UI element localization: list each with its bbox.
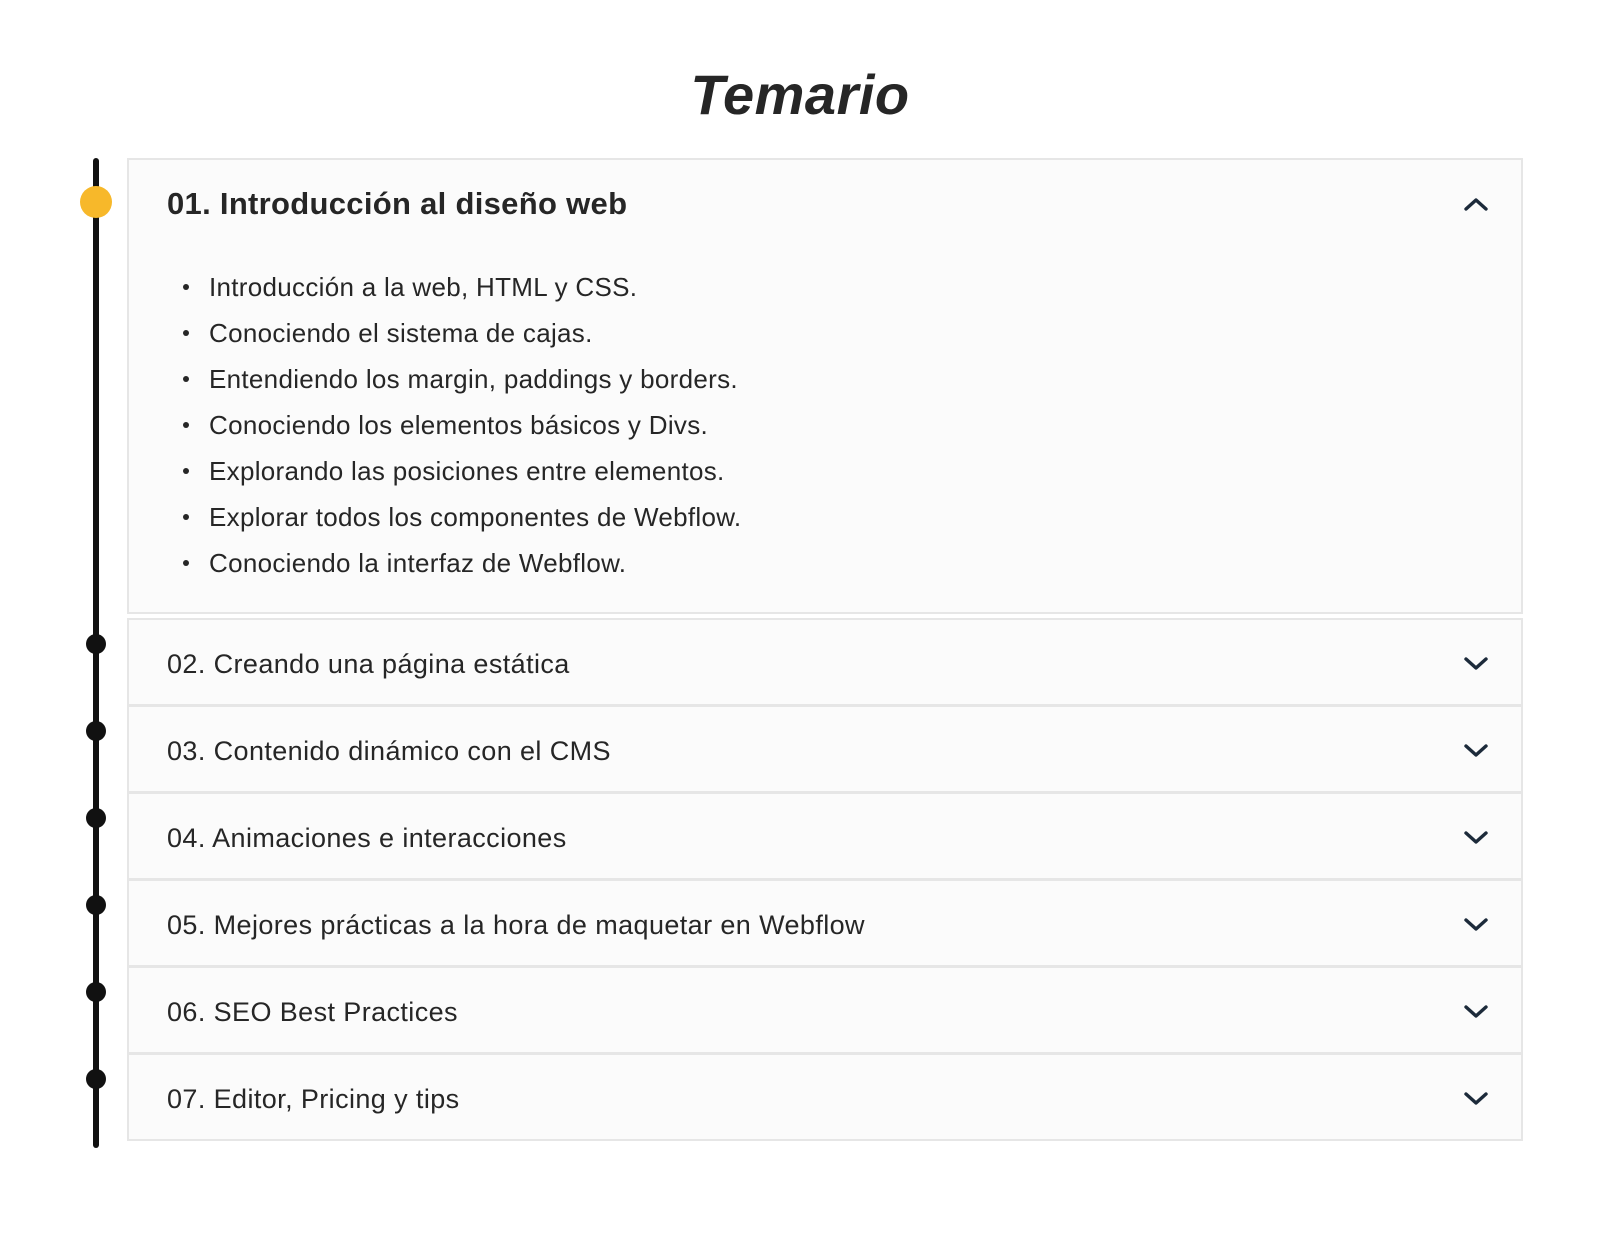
chevron-down-icon[interactable] [1461, 736, 1491, 766]
module-02-header[interactable] [167, 620, 1491, 708]
chevron-down-icon[interactable] [1461, 910, 1491, 940]
module-03-header[interactable] [167, 707, 1491, 795]
module-03[interactable] [127, 705, 1523, 793]
module-06-header[interactable] [167, 968, 1491, 1056]
timeline-dot [86, 982, 106, 1002]
chevron-up-icon[interactable] [1461, 189, 1491, 219]
chevron-down-icon[interactable] [1461, 823, 1491, 853]
module-04-title: 04. Animaciones e interacciones [167, 822, 567, 853]
timeline-dot [86, 1069, 106, 1089]
module-01-topics [181, 264, 741, 586]
list-item: Introducción a la web, HTML y CSS. [181, 264, 741, 310]
bullet-icon [183, 376, 189, 382]
module-07[interactable] [127, 1053, 1523, 1141]
module-03-title: 03. Contenido dinámico con el CMS [167, 735, 611, 766]
chevron-down-icon[interactable] [1461, 649, 1491, 679]
module-06[interactable] [127, 966, 1523, 1054]
bullet-icon [183, 560, 189, 566]
timeline-dot [86, 634, 106, 654]
timeline-dot [86, 721, 106, 741]
bullet-icon [183, 514, 189, 520]
timeline-dot [86, 808, 106, 828]
module-01-title: 01. Introducción al diseño web [167, 186, 628, 221]
module-07-title: 07. Editor, Pricing y tips [167, 1083, 460, 1114]
page-title: Temario [690, 63, 910, 126]
chevron-down-icon[interactable] [1461, 1084, 1491, 1114]
timeline-dot-active [80, 186, 112, 218]
module-01-header[interactable] [167, 160, 1491, 248]
bullet-icon [183, 422, 189, 428]
module-05-header[interactable] [167, 881, 1491, 969]
module-05-title: 05. Mejores prácticas a la hora de maquetar en Webflow [167, 909, 865, 940]
timeline-dot [86, 895, 106, 915]
module-04-header[interactable] [167, 794, 1491, 882]
list-item: Conociendo la interfaz de Webflow. [181, 540, 741, 586]
module-04[interactable] [127, 792, 1523, 880]
list-item: Conociendo el sistema de cajas. [181, 310, 741, 356]
module-02-title: 02. Creando una página estática [167, 648, 570, 679]
list-item: Explorar todos los componentes de Webflow. [181, 494, 741, 540]
bullet-icon [183, 284, 189, 290]
module-07-header[interactable] [167, 1055, 1491, 1143]
list-item: Entendiendo los margin, paddings y borders. [181, 356, 741, 402]
module-05[interactable] [127, 879, 1523, 967]
module-01 [127, 158, 1523, 614]
list-item: Explorando las posiciones entre elementos. [181, 448, 741, 494]
module-02[interactable] [127, 618, 1523, 706]
bullet-icon [183, 468, 189, 474]
list-item: Conociendo los elementos básicos y Divs. [181, 402, 741, 448]
bullet-icon [183, 330, 189, 336]
module-06-title: 06. SEO Best Practices [167, 996, 458, 1027]
chevron-down-icon[interactable] [1461, 997, 1491, 1027]
